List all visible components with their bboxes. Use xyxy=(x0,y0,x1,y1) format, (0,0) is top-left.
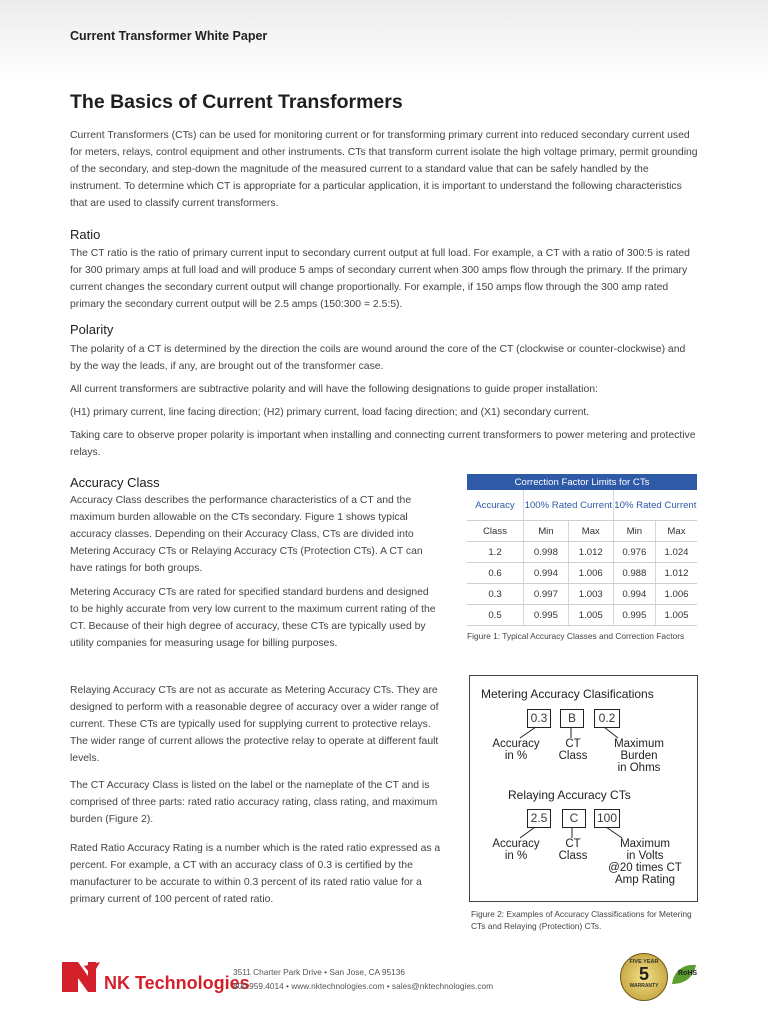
nk-logo-mark xyxy=(62,962,100,992)
relaying-voltage-box: 100 xyxy=(594,809,620,828)
accuracy-paragraph-3: Relaying Accuracy CTs are not as accurate as Metering Accuracy CTs. They are designed to perform with a reasonable degree of accuracy over a wider range of current. These CTs are typically used for supplying current to protective relays. The wider range of current allows the protective relay to operate at different fault levels. xyxy=(70,685,439,764)
table-row xyxy=(467,605,697,626)
polarity-paragraph-4: Taking care to observe proper polarity is important when installing and connecting current transformers to power metering and protective relays. xyxy=(70,430,696,458)
class-header: Class xyxy=(467,521,524,542)
footer-address: 3511 Charter Park Drive • San Jose, CA 95136 xyxy=(233,967,406,977)
accuracy-classification-figure xyxy=(469,675,698,902)
max-header: Max xyxy=(655,521,697,542)
table-cell: 0.6 xyxy=(467,563,524,584)
table-cell: 0.997 xyxy=(524,584,569,605)
col-accuracy-header: Accuracy xyxy=(467,490,524,521)
ratio-heading: Ratio xyxy=(70,227,101,242)
relaying-voltage-label: Maximum in Volts @20 times CT Amp Rating xyxy=(608,838,682,886)
rohs-badge-icon xyxy=(670,962,700,988)
polarity-heading: Polarity xyxy=(70,322,114,337)
metering-burden-box: 0.2 xyxy=(594,709,620,728)
relaying-class-box: C xyxy=(562,809,586,828)
nk-logo-icon xyxy=(62,962,100,992)
table-cell: 0.3 xyxy=(467,584,524,605)
polarity-paragraph-3: (H1) primary current, line facing direction; (H2) primary current, load facing direction; and (X1) secondary current. xyxy=(70,407,590,418)
table-cell: 1.012 xyxy=(655,563,697,584)
accuracy-paragraph-5: Rated Ratio Accuracy Rating is a number which is the rated ratio expressed as a percent. For example, a CT with an accuracy class of 0.3 is certified by the manufacturer to be accurate to within 0.3 percent of its rated ratio value for a primary current of 100 percent of rated ratio. xyxy=(70,843,441,905)
table-cell: 0.976 xyxy=(613,542,655,563)
table-cell: 1.012 xyxy=(568,542,613,563)
table-cell: 1.2 xyxy=(467,542,524,563)
accuracy-paragraph-4: The CT Accuracy Class is listed on the label or the nameplate of the CT and is comprised of three parts: rated ratio accuracy rating, class rating, and maximum burden (Figure 2). xyxy=(70,780,438,825)
relaying-accuracy-label: Accuracy in % xyxy=(492,838,540,862)
relaying-accuracy-box: 2.5 xyxy=(527,809,551,828)
metering-burden-label: Maximum Burden in Ohms xyxy=(614,738,664,774)
table-cell: 0.994 xyxy=(524,563,569,584)
metering-class-label: CT Class xyxy=(558,738,588,762)
table-cell: 0.994 xyxy=(613,584,655,605)
correction-factor-table xyxy=(467,474,697,626)
table-cell: 1.003 xyxy=(568,584,613,605)
table-row xyxy=(467,563,697,584)
relaying-title: Relaying Accuracy CTs xyxy=(508,788,631,802)
table-cell: 0.5 xyxy=(467,605,524,626)
warranty-badge-bottom: WARRANTY xyxy=(629,983,659,989)
table-cell: 1.006 xyxy=(568,563,613,584)
col-10-header: 10% Rated Current xyxy=(613,490,697,521)
accuracy-paragraph-2: Metering Accuracy CTs are rated for specified standard burdens and designed to be highly accurate from very low current to the maximum current rating of the CT. Because of their high degree of accuracy, these CTs are typically used by utility companies for measuring usage for billing purposes. xyxy=(70,587,436,649)
table-cell: 0.995 xyxy=(613,605,655,626)
table-cell: 0.998 xyxy=(524,542,569,563)
figure2-caption: Figure 2: Examples of Accuracy Classifications for Metering CTs and Relaying (Protection) CTs. xyxy=(471,909,692,931)
min-header: Min xyxy=(613,521,655,542)
table-title: Correction Factor Limits for CTs xyxy=(467,474,697,490)
accuracy-heading: Accuracy Class xyxy=(70,475,160,490)
table-cell: 1.005 xyxy=(655,605,697,626)
metering-accuracy-label: Accuracy in % xyxy=(492,738,540,762)
ratio-paragraph: The CT ratio is the ratio of primary current input to secondary current output at full load. For example, a CT with a ratio of 300:5 is rated for 300 primary amps at full load and will produce 5 amps of secondary current when 300 amps flow through the primary. If the primary current changes the secondary current output will change proportionally. For example, if 150 amps flow through the 300 amp rated primary the secondary current output will be 2.5 amps (150:300 = 2.5:5). xyxy=(70,248,690,310)
table-cell: 1.024 xyxy=(655,542,697,563)
relaying-class-label: CT Class xyxy=(558,838,588,862)
table-cell: 1.005 xyxy=(568,605,613,626)
company-name: NK Technologies xyxy=(104,973,250,993)
metering-accuracy-box: 0.3 xyxy=(527,709,551,728)
warranty-badge-number: 5 xyxy=(638,964,649,984)
metering-title: Metering Accuracy Clasifications xyxy=(481,687,654,701)
warranty-badge-icon xyxy=(620,953,668,1001)
warranty-badge-top: FIVE YEAR xyxy=(629,959,659,965)
rohs-label: RoHS xyxy=(678,970,698,977)
table-cell: 0.995 xyxy=(524,605,569,626)
table-row xyxy=(467,584,697,605)
polarity-paragraph-1: The polarity of a CT is determined by the direction the coils are wound around the core of the CT (clockwise or counter-clockwise) and by the way the leads, if any, are brought out of the transformer case. xyxy=(70,344,686,372)
min-header: Min xyxy=(524,521,569,542)
table-cell: 1.006 xyxy=(655,584,697,605)
figure1-caption: Figure 1: Typical Accuracy Classes and Correction Factors xyxy=(467,631,685,641)
metering-class-box: B xyxy=(560,709,584,728)
polarity-paragraph-2: All current transformers are subtractive polarity and will have the following designations to guide proper installation: xyxy=(70,384,598,395)
page-title: The Basics of Current Transformers xyxy=(70,91,403,113)
footer-contact: 800.959.4014 • www.nktechnologies.com • sales@nktechnologies.com xyxy=(233,981,494,991)
intro-paragraph: Current Transformers (CTs) can be used for monitoring current or for transforming primary current into reduced secondary current used for meters, relays, control equipment and other instruments. CTs that transform current isolate the high voltage primary, permit grounding of the secondary, and step-down the magnitude of the measured current to a standard value that can be safely handled by the instrument. To determine which CT is appropriate for a particular application, it is important to understand the following characteristics that are used to classify current transformers. xyxy=(70,130,698,209)
col-100-header: 100% Rated Current xyxy=(524,490,614,521)
accuracy-paragraph-1: Accuracy Class describes the performance characteristics of a CT and the maximum burden allowable on the CTs secondary. Figure 1 shows typical accuracy classes. Depending on their Accuracy Class, CTs are divided into Metering Accuracy CTs or Relaying Accuracy CTs (Protection CTs). A CT can have ratings for both groups. xyxy=(70,495,423,574)
table-row xyxy=(467,542,697,563)
table-cell: 0.988 xyxy=(613,563,655,584)
max-header: Max xyxy=(568,521,613,542)
header-label: Current Transformer White Paper xyxy=(70,29,268,43)
